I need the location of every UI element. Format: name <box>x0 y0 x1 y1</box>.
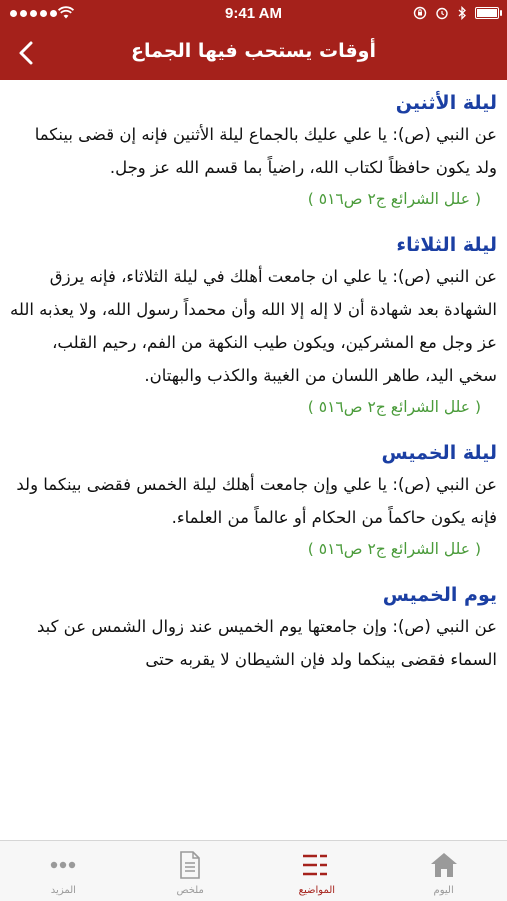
section-title: ليلة الثلاثاء <box>396 234 497 256</box>
section-monday-night <box>0 92 507 214</box>
section-reference: ( علل الشرائع ج٢ ص٥١٦ ) <box>307 190 481 208</box>
document-icon <box>175 851 205 879</box>
status-bar <box>0 0 507 28</box>
section-title: ليلة الخميس <box>381 442 497 464</box>
section-tuesday-night <box>0 234 507 422</box>
section-title: يوم الخميس <box>382 584 497 606</box>
tab-label: ملخص <box>176 885 204 896</box>
navigation-bar <box>0 28 507 80</box>
orientation-lock-icon <box>413 6 427 20</box>
page-title: أوقات يستحب فيها الجماع <box>131 40 376 62</box>
battery-level <box>477 9 497 17</box>
status-time: 9:41 AM <box>225 5 282 22</box>
battery-icon <box>475 7 499 19</box>
article-content[interactable] <box>0 80 507 840</box>
chevron-left-icon <box>12 38 42 68</box>
tab-topics[interactable] <box>254 841 381 901</box>
section-title: ليلة الأثنين <box>395 92 497 114</box>
tab-more[interactable] <box>0 841 127 901</box>
section-body: عن النبي (ص): يا علي ان جامعت أهلك في ليلة الثلاثاء، فإنه يرزق الشهادة بعد شهادة أن لا إله إلا الله وأن محمداً رسول الله، ولا يعذبه الله عز وجل مع المشركين، ويكون طيب النكهة من الفم، رحيم القلب، سخي اليد، طاهر اللسان من الغيبة والكذب والبهتان. <box>10 267 497 385</box>
section-body: عن النبي (ص): يا علي عليك بالجماع ليلة الأثنين فإنه إن قضى بينكما ولد يكون حافظاً لكتاب الله، راضياً بما قسم الله عز وجل. <box>34 125 497 177</box>
section-body: عن النبي (ص): يا علي وإن جامعت أهلك ليلة الخمس فقضى بينكما ولد فإنه يكون حاكماً من الحكام أو عالماً من العلماء. <box>16 475 497 527</box>
section-thursday-night <box>0 442 507 564</box>
tab-bar <box>0 840 507 901</box>
section-body: عن النبي (ص): وإن جامعتها يوم الخميس عند زوال الشمس عن كبد السماء فقضى بينكما ولد فإن الشيطان لا يقربه حتى <box>36 617 497 669</box>
section-reference: ( علل الشرائع ج٢ ص٥١٦ ) <box>307 398 481 416</box>
tab-label: اليوم <box>433 885 454 896</box>
section-thursday-day <box>0 584 507 676</box>
tab-today[interactable] <box>380 841 507 901</box>
list-icon <box>302 851 332 879</box>
tab-summary[interactable] <box>127 841 254 901</box>
home-icon <box>429 851 459 879</box>
bluetooth-icon <box>457 6 467 20</box>
back-button[interactable] <box>12 38 42 68</box>
tab-label: المزيد <box>50 885 76 896</box>
section-reference: ( علل الشرائع ج٢ ص٥١٦ ) <box>307 540 481 558</box>
alarm-icon <box>435 6 449 20</box>
more-icon <box>48 851 78 879</box>
tab-label: المواضيع <box>298 885 336 896</box>
